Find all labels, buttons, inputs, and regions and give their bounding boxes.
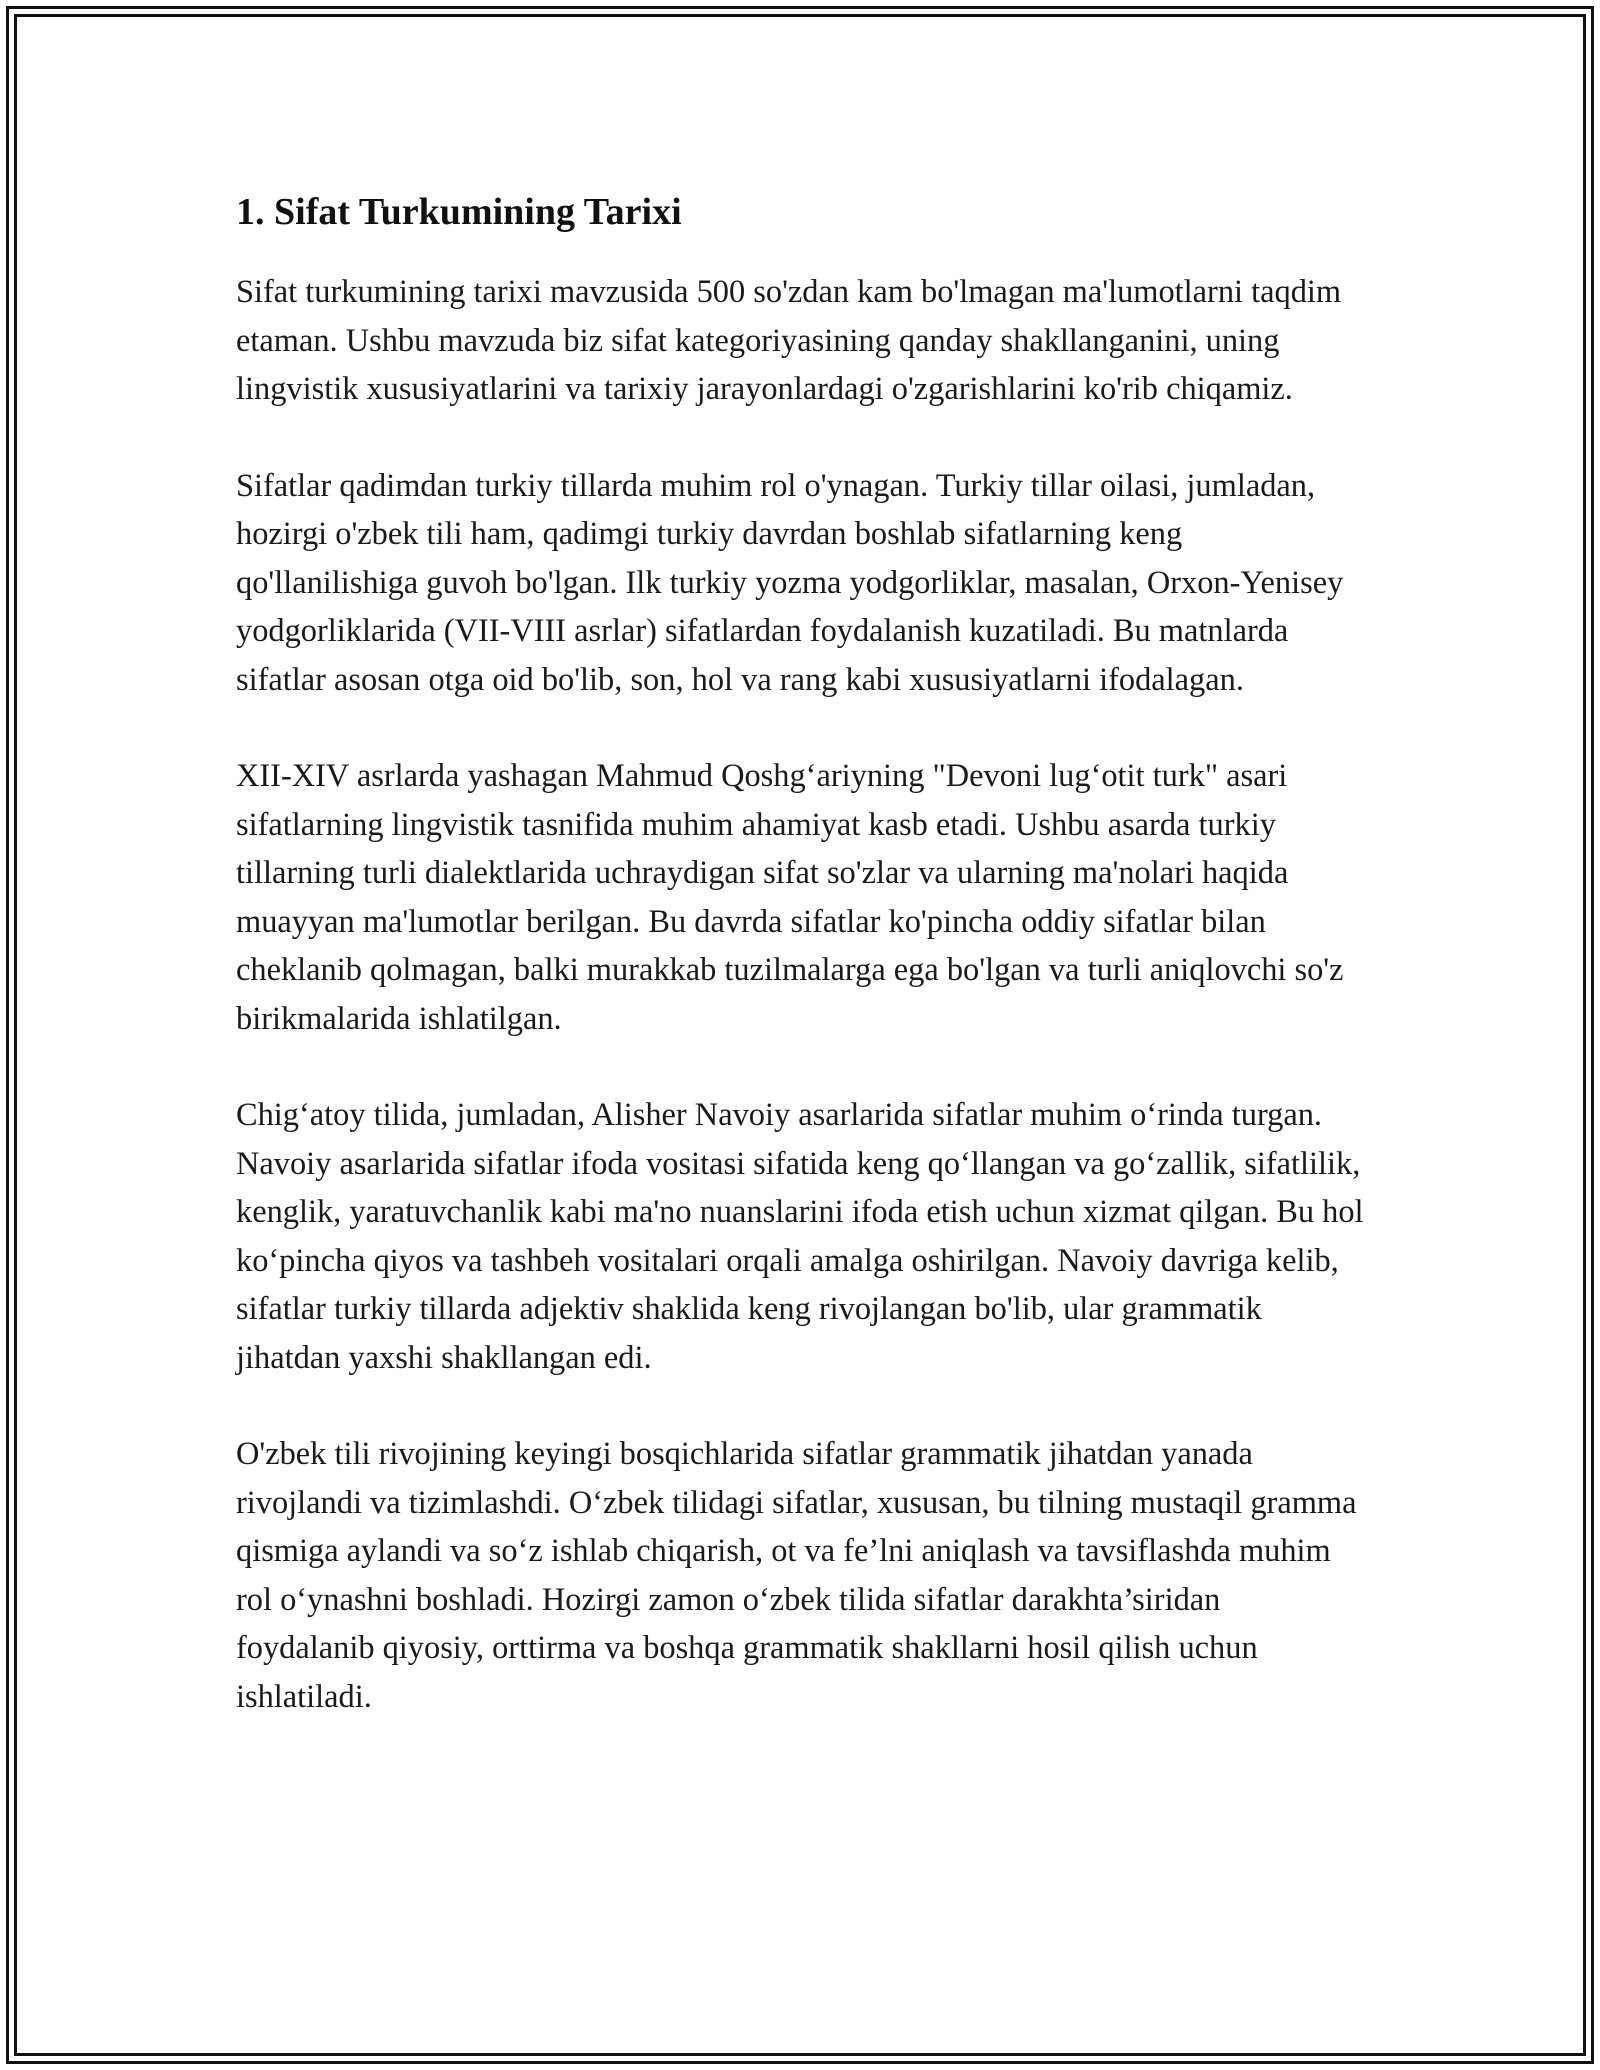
paragraph-navoiy: Chig‘atoy tilida, jumladan, Alisher Navoiy asarlarida sifatlar muhim o‘rinda turgan. Navoiy asarlarida sifatlar ifoda vositasi sifatida keng qo‘llangan va go‘zallik, sifatlilik, kenglik, yaratuvchanlik kabi ma'no nuanslarini ifoda etish uchun xizmat qilgan. Bu hol ko‘pincha qiyos va tashbeh vositalari orqali amalga oshirilgan. Navoiy davriga kelib, sifatlar turkiy tillarda adjektiv shaklida keng rivojlangan bo'lib, ular grammatik jihatdan yaxshi shakllangan edi. [236,1097,1364,1376]
paragraph-intro: Sifat turkumining tarixi mavzusida 500 so'zdan kam bo'lmagan ma'lumotlarni taqdim etaman. Ushbu mavzuda biz sifat kategoriyasining qanday shakllanganini, uning lingvistik xususiyatlarini va tarixiy jarayonlardagi o'zgarishlarini ko'rib chiqamiz. [236,274,1342,407]
paragraph-ancient-turkic: Sifatlar qadimdan turkiy tillarda muhim rol o'ynagan. Turkiy tillar oilasi, jumladan, hozirgi o'zbek tili ham, qadimgi turkiy davrdan boshlab sifatlarning keng qo'llanilishiga guvoh bo'lgan. Ilk turkiy yozma yodgorliklar, masalan, Orxon-Yenisey yodgorliklarida (VII-VIII asrlar) sifatlardan foydalanish kuzatiladi. Bu matnlarda sifatlar asosan otga oid bo'lib, son, hol va rang kabi xususiyatlarni ifodalagan. [236,467,1344,698]
paragraph-modern-uzbek: O'zbek tili rivojining keyingi bosqichlarida sifatlar grammatik jihatdan yanada rivojlandi va tizimlashdi. O‘zbek tilidagi sifatlar, xususan, bu tilning mustaqil gramma qismiga aylandi va so‘z ishlab chiqarish, ot va fe’lni aniqlash va tavsiflashda muhim rol o‘ynashni boshladi. Hozirgi zamon o‘zbek tilida sifatlar darakhta’siridan foydalanib qiyosiy, orttirma va boshqa grammatik shakllarni hosil qilish uchun ishlatiladi. [236,1436,1357,1715]
document-body [236,186,1366,1769]
section-title: 1. Sifat Turkumining Tarixi [236,191,682,233]
paragraph-qoshgariy: XII-XIV asrlarda yashagan Mahmud Qoshg‘ariyning "Devoni lug‘otit turk" asari sifatlarning lingvistik tasnifida muhim ahamiyat kasb etadi. Ushbu asarda turkiy tillarning turli dialektlarida uchraydigan sifat so'zlar va ularning ma'nolari haqida muayyan ma'lumotlar berilgan. Bu davrda sifatlar ko'pincha oddiy sifatlar bilan cheklanib qolmagan, balki murakkab tuzilmalarga ega bo'lgan va turli aniqlovchi so'z birikmalarida ishlatilgan. [236,758,1344,1037]
